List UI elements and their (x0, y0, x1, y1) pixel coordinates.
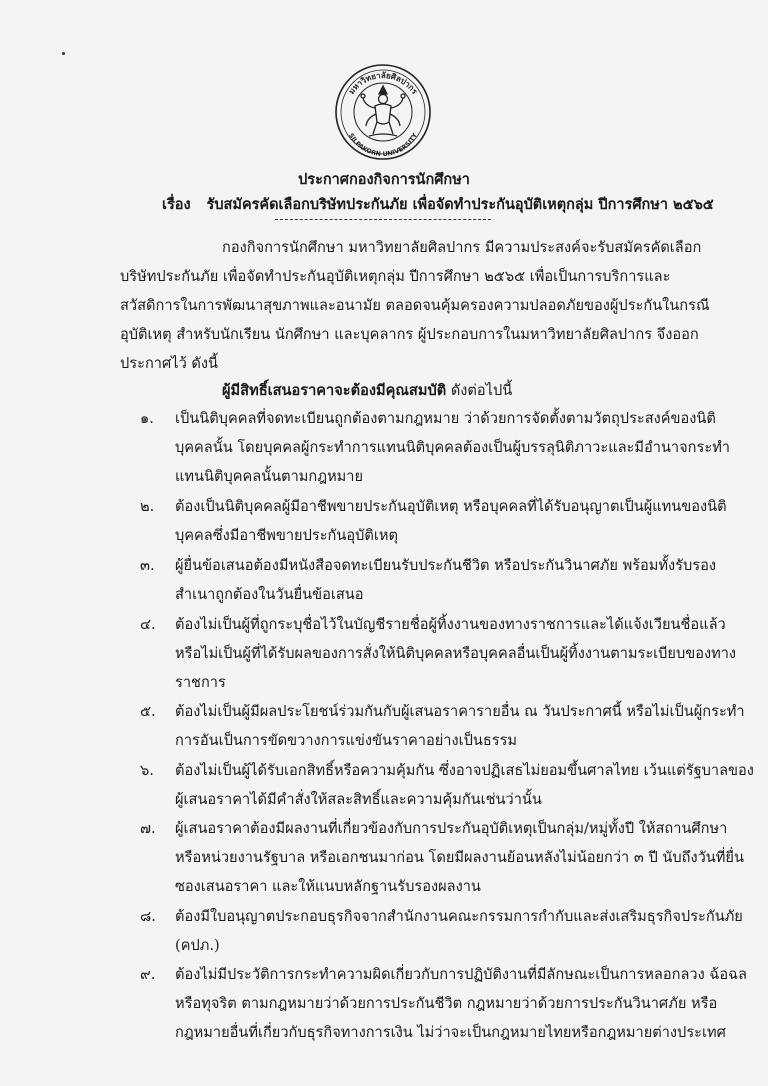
list-item-line: ต้องมีใบอนุญาตประกอบธุรกิจจากสำนักงานคณะกรรมการกำกับและส่งเสริมธุรกิจประกันภัย (175, 908, 743, 925)
qualifications-heading (222, 382, 512, 400)
scan-speck (62, 52, 65, 55)
list-item-line: ต้องไม่มีประวัติการกระทำความผิดเกี่ยวกับการปฏิบัติงานที่มีลักษณะเป็นการหลอกลวง ฉ้อฉล (175, 966, 747, 983)
list-item-line: ต้องเป็นนิติบุคคลผู้มีอาชีพขายประกันอุบัติเหตุ หรือบุคคลที่ได้รับอนุญาตเป็นผู้แทนของนิติ (175, 498, 727, 515)
list-item-number: ๒. (140, 498, 155, 515)
list-item-line: หรือหน่วยงานรัฐบาล หรือเอกชนมาก่อน โดยมีผลงานย้อนหลังไม่น้อยกว่า ๓ ปี นับถึงวันที่ยื่น (175, 849, 744, 866)
announcement-subject (162, 193, 714, 216)
title-divider (275, 219, 491, 220)
list-item-number: ๕. (140, 703, 156, 720)
list-item-line: หรือทุจริต ตามกฎหมายว่าด้วยการประกันชีวิต กฎหมายว่าด้วยการประกันวินาศภัย หรือ (175, 995, 718, 1012)
list-item-line: กฎหมายอื่นที่เกี่ยวกับธุรกิจทางการเงิน ไม่ว่าจะเป็นกฎหมายไทยหรือกฎหมายต่างประเทศ (175, 1024, 726, 1041)
list-item-line: ผู้เสนอราคาต้องมีผลงานที่เกี่ยวข้องกับการประกันอุบัติเหตุเป็นกลุ่ม/หมู่ทั้งปี ให้สถานศึกษา (175, 820, 728, 837)
intro-line: ประกาศไว้ ดังนี้ (120, 355, 218, 372)
list-item-number: ๑. (140, 410, 154, 427)
list-item-line: ผู้ยื่นข้อเสนอต้องมีหนังสือจดทะเบียนรับประกันชีวิต หรือประกันวินาศภัย พร้อมทั้งรับรอง (175, 557, 717, 574)
list-item-number: ๙. (140, 966, 156, 983)
announcement-title: ประกาศกองกิจการนักศึกษา (298, 172, 470, 188)
list-item-line: สำเนาถูกต้องในวันยื่นข้อเสนอ (175, 586, 364, 603)
svg-text:SILPAKORN UNIVERSITY: SILPAKORN UNIVERSITY (347, 132, 419, 159)
list-item-number: ๔. (140, 616, 156, 633)
intro-line: บริษัทประกันภัย เพื่อจัดทำประกันอุบัติเหตุกลุ่ม ปีการศึกษา ๒๕๖๕ เพื่อเป็นการบริการและ (120, 268, 671, 285)
list-item-line: การอันเป็นการขัดขวางการแข่งขันราคาอย่างเป็นธรรม (175, 732, 518, 749)
list-item-line: ผู้เสนอราคาได้มีคำสั่งให้สละสิทธิ์และความคุ้มกันเช่นว่านั้น (175, 791, 542, 808)
list-item-line: แทนนิติบุคคลนั้นตามกฎหมาย (175, 468, 364, 485)
list-item-line: บุคคลซึ่งมีอาชีพขายประกันอุบัติเหตุ (175, 527, 398, 544)
list-item-line: ต้องไม่เป็นผู้ได้รับเอกสิทธิ์หรือความคุ้มกัน ซึ่งอาจปฏิเสธไม่ยอมขึ้นศาลไทย เว้นแต่รัฐบาลของ (175, 762, 754, 779)
intro-line: สวัสดิการในการพัฒนาสุขภาพและอนามัย ตลอดจนคุ้มครองความปลอดภัยของผู้ประกันในกรณี (120, 297, 710, 314)
qualifications-heading-rest: ดังต่อไปนี้ (450, 382, 513, 399)
intro-line: กองกิจการนักศึกษา มหาวิทยาลัยศิลปากร มีความประสงค์จะรับสมัครคัดเลือก (222, 239, 702, 256)
subject-label: เรื่อง (162, 197, 191, 213)
list-item-line: ซองเสนอราคา และให้แนบหลักฐานรับรองผลงาน (175, 878, 481, 895)
list-item-number: ๗. (140, 820, 156, 837)
list-item-line: บุคคลนั้น โดยบุคคลผู้กระทำการแทนนิติบุคคลต้องเป็นผู้บรรลุนิติภาวะและมีอำนาจกระทำ (175, 439, 731, 456)
list-item-number: ๖. (140, 762, 154, 779)
list-item-number: ๓. (140, 557, 155, 574)
list-item-line: ต้องไม่เป็นผู้มีผลประโยชน์ร่วมกันกับผู้เสนอราคารายอื่น ณ วันประกาศนี้ หรือไม่เป็นผู้กระทำ (175, 703, 745, 720)
svg-text:มหาวิทยาลัยศิลปากร: มหาวิทยาลัยศิลปากร (346, 70, 420, 96)
list-item-line: ราชการ (175, 674, 226, 691)
list-item-line: เป็นนิติบุคคลที่จดทะเบียนถูกต้องตามกฎหมาย ว่าด้วยการจัดตั้งตามวัตถุประสงค์ของนิติ (175, 410, 716, 427)
intro-line: อุบัติเหตุ สำหรับนักเรียน นักศึกษา และบุคลากร ผู้ประกอบการในมหาวิทยาลัยศิลปากร จึงออก (120, 326, 699, 343)
qualifications-heading-bold: ผู้มีสิทธิ์เสนอราคาจะต้องมีคุณสมบัติ (222, 382, 447, 399)
list-item-line: หรือไม่เป็นผู้ที่ได้รับผลของการสั่งให้นิติบุคคลหรือบุคคลอื่นเป็นผู้ทิ้งงานตามระเบียบของทาง (175, 645, 737, 662)
university-seal-logo (333, 62, 433, 162)
subject-text: รับสมัครคัดเลือกบริษัทประกันภัย เพื่อจัดทำประกันอุบัติเหตุกลุ่ม ปีการศึกษา ๒๕๖๕ (206, 197, 714, 213)
list-item-line: ต้องไม่เป็นผู้ที่ถูกระบุชื่อไว้ในบัญชีรายชื่อผู้ทิ้งงานของทางราชการและได้แจ้งเวียนชื่อแล้ว (175, 616, 726, 633)
list-item-line: (คปภ.) (175, 937, 220, 954)
list-item-number: ๘. (140, 908, 156, 925)
